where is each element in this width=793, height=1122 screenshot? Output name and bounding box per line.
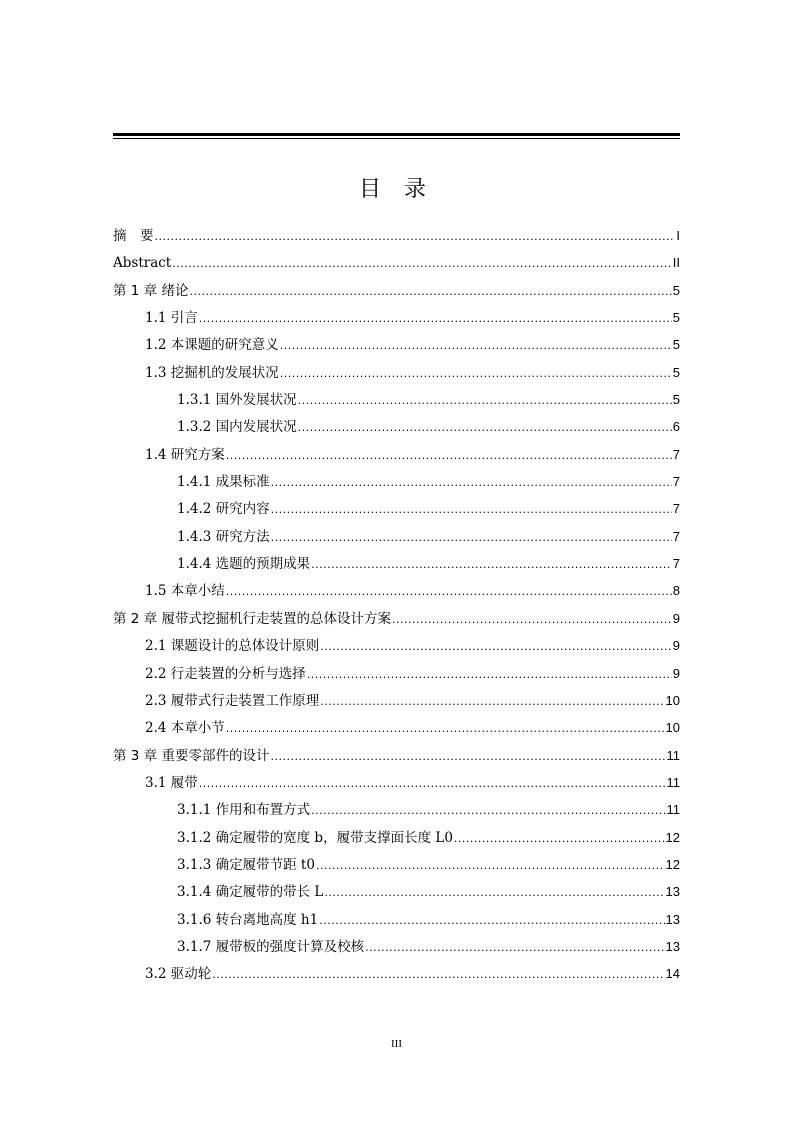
toc-entry-page: 5 <box>672 364 680 380</box>
toc-entry-label: 1.1 引言 <box>145 310 198 327</box>
toc-leader-dots <box>324 879 664 906</box>
toc-entry-page: 5 <box>672 282 680 298</box>
toc-entry[interactable] <box>113 468 680 495</box>
toc-leader-dots <box>319 907 664 934</box>
toc-entry-label: 3.1.4 确定履带的带长 L <box>177 884 324 901</box>
toc-entry-page: 5 <box>672 310 680 326</box>
toc-entry-label: 1.4.1 成果标准 <box>177 474 270 491</box>
toc-entry-label: 3.1.3 确定履带节距 t0 <box>177 856 315 873</box>
toc-entry-page: 7 <box>672 446 680 462</box>
toc-entry-label: 2.2 行走装置的分析与选择 <box>145 665 306 682</box>
toc-entry-label: 1.2 本课题的研究意义 <box>145 337 279 354</box>
toc-leader-dots <box>280 332 672 359</box>
toc-leader-dots <box>365 934 664 961</box>
toc-entry[interactable] <box>113 933 680 960</box>
toc-entry-label: 第 2 章 履带式挖掘机行走装置的总体设计方案 <box>113 610 391 627</box>
toc-entry[interactable] <box>113 523 680 550</box>
toc-entry[interactable] <box>113 906 680 933</box>
toc-entry[interactable] <box>113 960 680 987</box>
toc-entry-page: 9 <box>672 665 680 681</box>
toc-entry-page: 11 <box>666 747 680 763</box>
toc-entry-page: 12 <box>665 829 680 845</box>
toc-entry[interactable] <box>113 714 680 741</box>
toc-entry[interactable] <box>113 277 680 304</box>
toc-entry-label: 2.4 本章小节 <box>145 720 225 737</box>
toc-leader-dots <box>311 797 665 824</box>
toc-entry-page: 7 <box>672 528 680 544</box>
toc-entry-page: 13 <box>665 884 680 900</box>
toc-leader-dots <box>226 715 665 742</box>
toc-entry-label: 1.3.2 国内发展状况 <box>177 419 297 436</box>
toc-leader-dots <box>280 360 672 387</box>
toc-entry-label: Abstract <box>113 255 172 272</box>
toc-entry[interactable] <box>113 304 680 331</box>
toc-entry[interactable] <box>113 796 680 823</box>
toc-entry-page: 5 <box>672 337 680 353</box>
toc-entry-label: 1.4.3 研究方法 <box>177 528 270 545</box>
toc-leader-dots <box>271 524 672 551</box>
toc-leader-dots <box>271 469 672 496</box>
toc-leader-dots <box>392 606 672 633</box>
toc-entry[interactable] <box>113 687 680 714</box>
toc-entry-page: 10 <box>665 720 680 736</box>
toc-entry-page: 11 <box>666 802 680 818</box>
toc-entry-page: 10 <box>665 692 680 708</box>
toc-entry[interactable] <box>113 660 680 687</box>
toc-entry-page: I <box>676 228 680 243</box>
toc-leader-dots <box>226 442 672 469</box>
toc-entry[interactable] <box>113 878 680 905</box>
toc-entry[interactable] <box>113 550 680 577</box>
toc-entry[interactable] <box>113 769 680 796</box>
toc-entry-label: 1.4.2 研究内容 <box>177 501 270 518</box>
toc-leader-dots <box>155 223 676 250</box>
toc-entry-page: II <box>672 255 680 271</box>
toc-entry[interactable] <box>113 605 680 632</box>
toc-entry-label: 3.2 驱动轮 <box>145 966 212 983</box>
toc-entry-label: 1.4.4 选题的预期成果 <box>177 556 311 573</box>
toc-entry-page: 5 <box>672 392 680 408</box>
toc-leader-dots <box>172 250 672 277</box>
toc-leader-dots <box>298 387 672 414</box>
toc-entry-label: 3.1.7 履带板的强度计算及校核 <box>177 938 365 955</box>
toc-leader-dots <box>199 305 672 332</box>
toc-entry-page: 13 <box>665 938 680 954</box>
toc-entry[interactable] <box>113 742 680 769</box>
toc-entry-page: 11 <box>666 774 680 790</box>
toc-entry-page: 13 <box>665 911 680 927</box>
toc-entry[interactable] <box>113 632 680 659</box>
toc-entry-label: 第 1 章 绪论 <box>113 282 189 299</box>
toc-entry[interactable] <box>113 441 680 468</box>
toc-entry[interactable] <box>113 413 680 440</box>
toc-entry-label: 1.3.1 国外发展状况 <box>177 392 297 409</box>
toc-entry[interactable] <box>113 495 680 522</box>
toc-entry-label: 3.1.6 转台离地高度 h1 <box>177 911 319 928</box>
toc-leader-dots <box>307 661 672 688</box>
toc-entry-label: 2.1 课题设计的总体设计原则 <box>145 638 320 655</box>
toc-entry-page: 9 <box>672 610 680 626</box>
toc-entry-label: 3.1.1 作用和布置方式 <box>177 802 311 819</box>
toc-entry[interactable] <box>113 824 680 851</box>
toc-leader-dots <box>212 961 664 988</box>
toc-entry[interactable] <box>113 222 680 249</box>
table-of-contents <box>113 222 680 988</box>
toc-entry-label: 2.3 履带式行走装置工作原理 <box>145 692 320 709</box>
toc-leader-dots <box>199 770 666 797</box>
toc-entry[interactable] <box>113 577 680 604</box>
toc-entry[interactable] <box>113 249 680 276</box>
toc-entry-label: 3.1 履带 <box>145 774 198 791</box>
toc-leader-dots <box>270 743 665 770</box>
toc-leader-dots <box>454 825 665 852</box>
toc-entry[interactable] <box>113 331 680 358</box>
toc-entry[interactable] <box>113 386 680 413</box>
toc-entry-page: 6 <box>672 419 680 435</box>
toc-entry-page: 14 <box>665 966 680 982</box>
toc-entry-label: 1.4 研究方案 <box>145 446 225 463</box>
toc-entry-page: 12 <box>665 856 680 872</box>
toc-entry-label: 第 3 章 重要零部件的设计 <box>113 747 270 764</box>
toc-entry-page: 7 <box>672 501 680 517</box>
toc-leader-dots <box>271 496 672 523</box>
header-rule-thin <box>113 138 680 139</box>
toc-entry-page: 9 <box>672 638 680 654</box>
toc-leader-dots <box>320 688 664 715</box>
toc-leader-dots <box>189 278 671 305</box>
toc-entry-label: 3.1.2 确定履带的宽度 b，履带支撑面长度 L0 <box>177 829 453 846</box>
toc-leader-dots <box>320 633 672 660</box>
toc-leader-dots <box>316 852 665 879</box>
page-title: 目 录 <box>359 177 434 202</box>
toc-entry[interactable] <box>113 359 680 386</box>
toc-entry-label: 1.5 本章小结 <box>145 583 225 600</box>
header-rule-thick <box>113 133 680 136</box>
page-number-footer: III <box>391 1038 402 1050</box>
toc-entry-page: 7 <box>672 556 680 572</box>
toc-entry-page: 7 <box>672 474 680 490</box>
toc-leader-dots <box>311 551 672 578</box>
toc-leader-dots <box>226 578 672 605</box>
toc-leader-dots <box>298 414 672 441</box>
toc-entry-page: 8 <box>672 583 680 599</box>
toc-entry-label: 1.3 挖掘机的发展状况 <box>145 364 279 381</box>
toc-entry[interactable] <box>113 851 680 878</box>
toc-entry-label: 摘 要 <box>113 228 154 244</box>
